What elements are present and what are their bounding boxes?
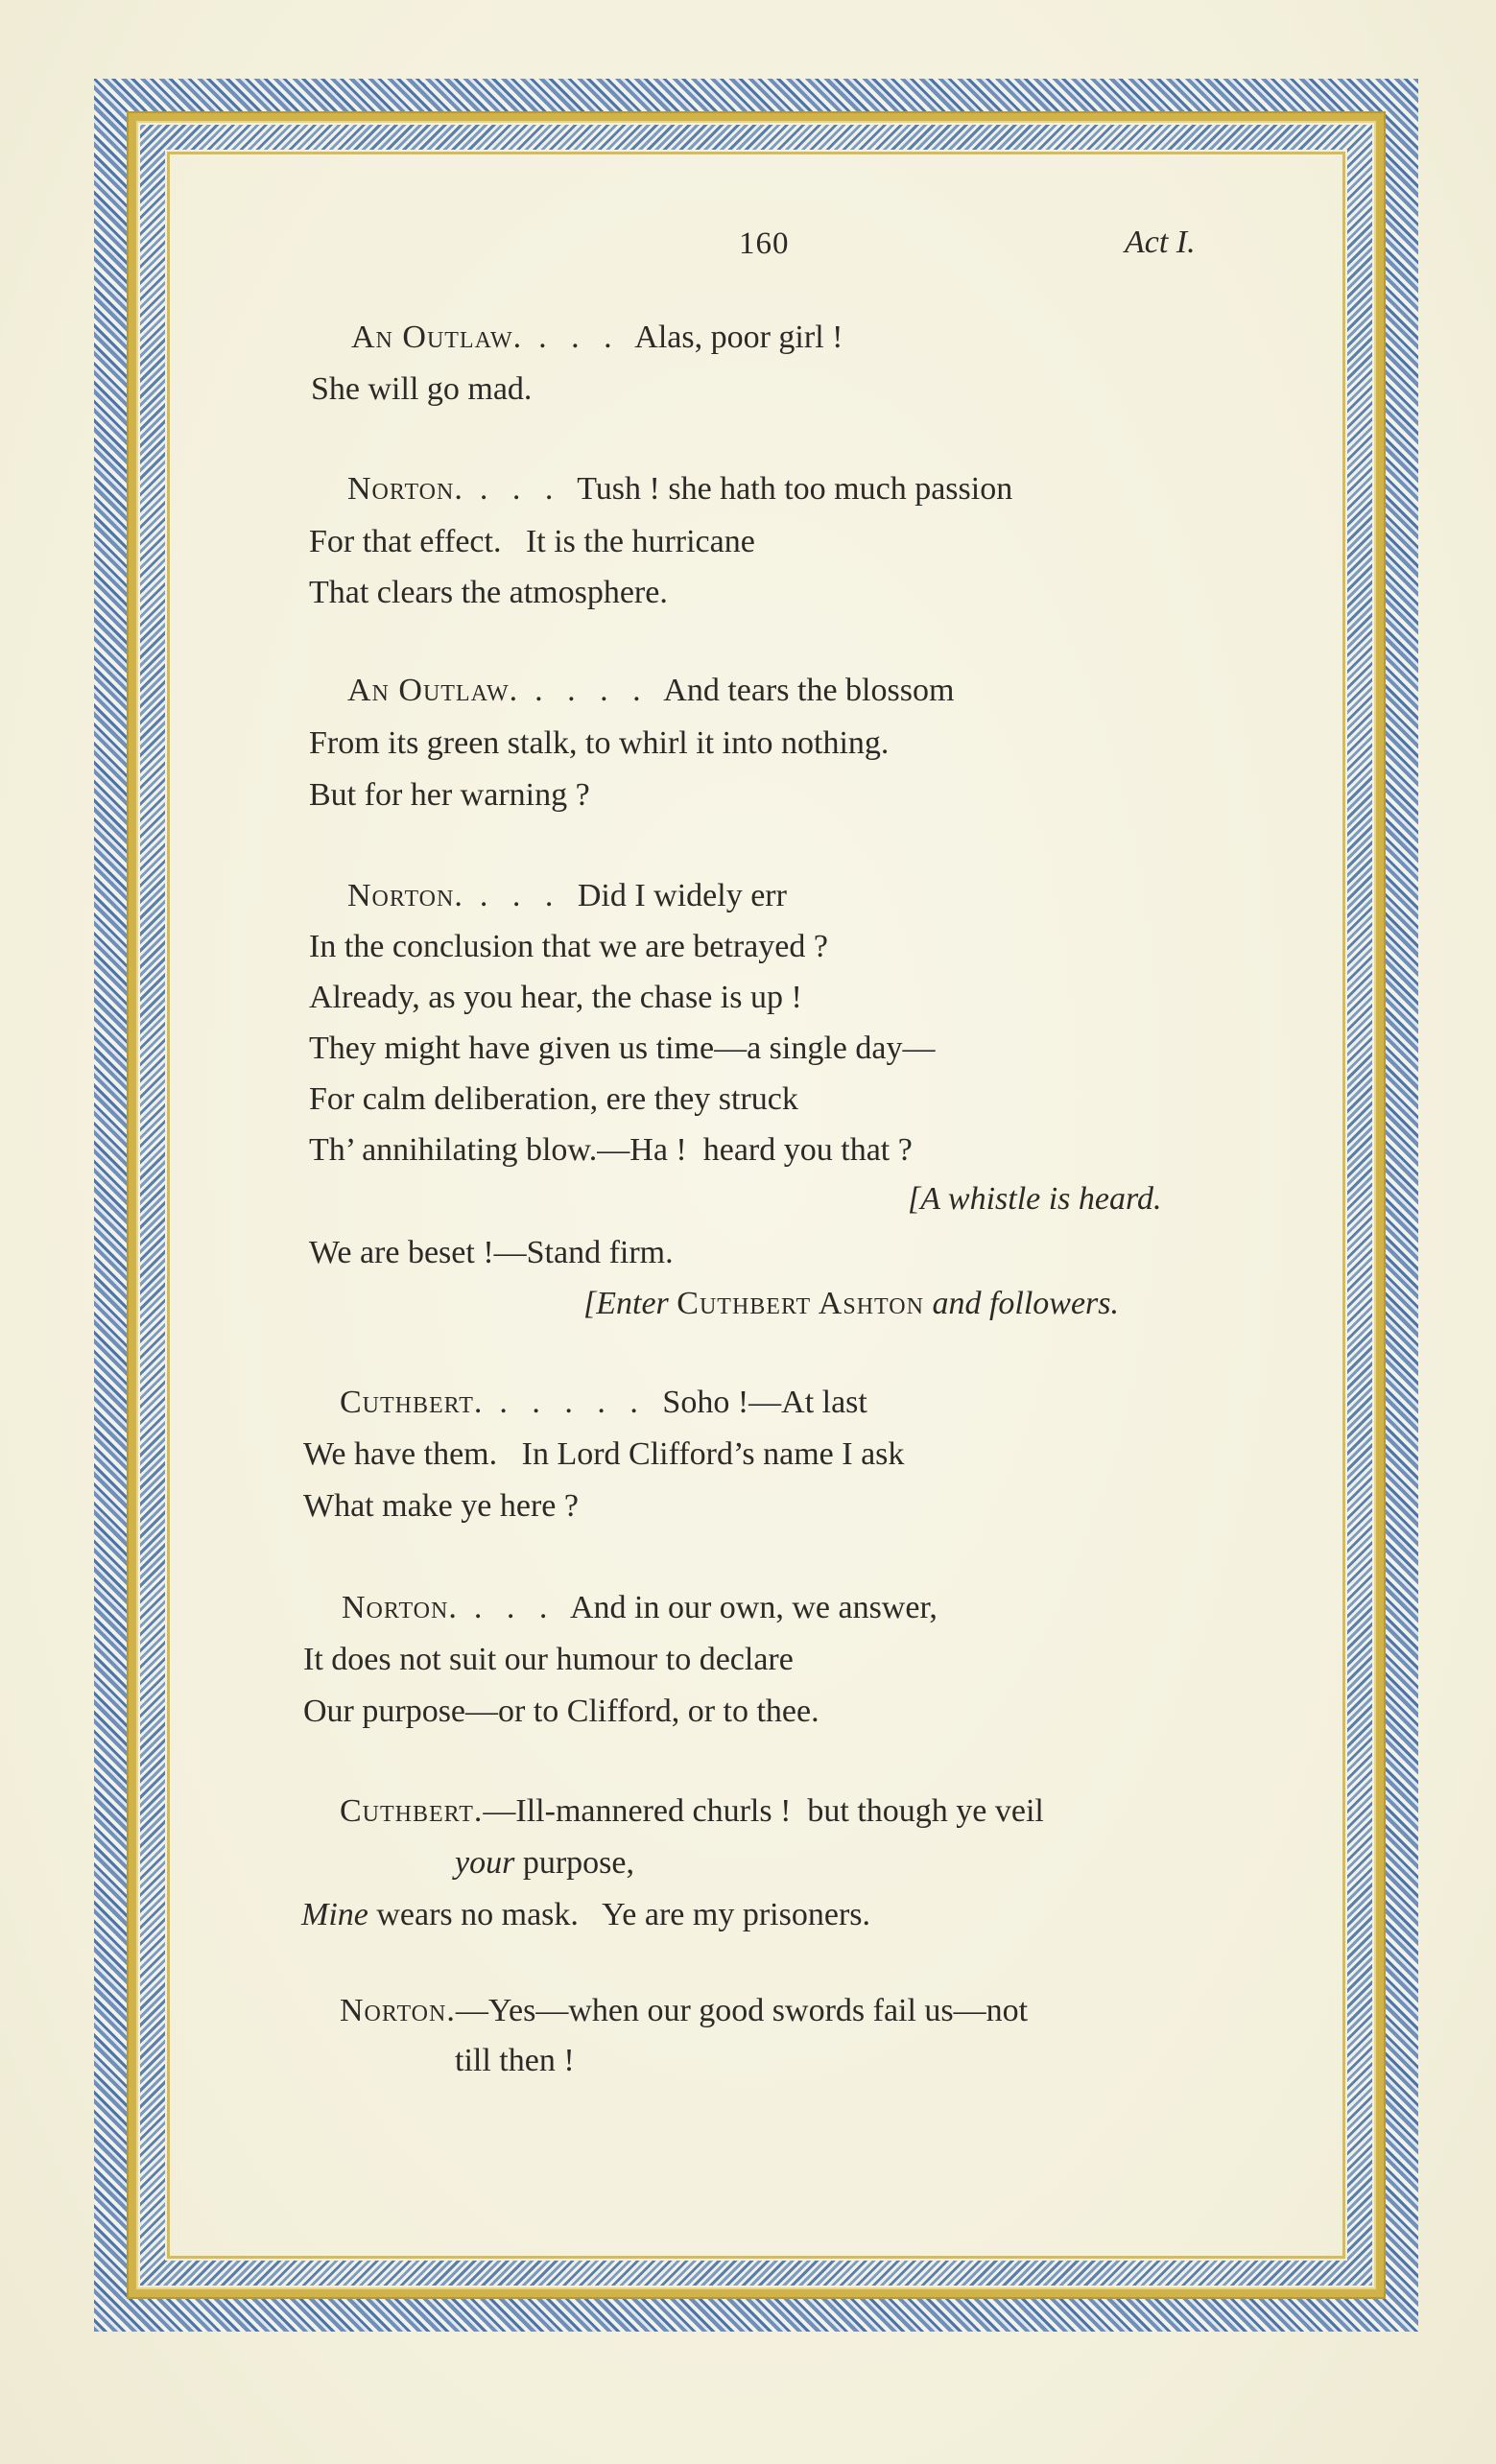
stage-direction-enter: [Enter <box>583 1286 669 1321</box>
verse-text: Soho !—At last <box>662 1385 867 1420</box>
verse-text: wears no mask. Ye are my prisoners. <box>368 1897 870 1932</box>
leader-dots: . . . <box>522 320 635 355</box>
emphasis-word: your <box>455 1845 515 1881</box>
verse-text: —Ill-mannered churls ! but though ye veil <box>483 1793 1044 1829</box>
verse-text: purpose, <box>514 1845 634 1881</box>
verse-line: They might have given us time—a single day— <box>309 1031 936 1066</box>
stage-direction <box>583 1285 1119 1323</box>
page-number: 160 <box>739 226 790 261</box>
verse-line: Our purpose—or to Clifford, or to thee. <box>303 1694 819 1729</box>
leader-dots: . . . . <box>518 673 664 708</box>
verse-text: And tears the blossom <box>663 673 955 708</box>
verse-line: Already, as you hear, the chase is up ! <box>309 980 802 1015</box>
speaker-name: Norton. <box>347 878 463 913</box>
verse-text: Tush ! she hath too much passion <box>577 471 1013 507</box>
verse-line: For calm deliberation, ere they struck <box>309 1081 798 1117</box>
verse-line: We are beset !—Stand firm. <box>309 1235 674 1270</box>
speech-line <box>340 1992 1028 2030</box>
verse-line: We have them. In Lord Clifford’s name I ask <box>303 1436 905 1472</box>
speaker-name: An Outlaw. <box>347 673 519 708</box>
speech-line <box>342 1589 938 1627</box>
verse-line: In the conclusion that we are betrayed ? <box>309 929 828 964</box>
verse-text: Did I widely err <box>577 878 787 913</box>
leader-dots: . . . . . <box>483 1385 663 1420</box>
speech-line <box>340 1792 1044 1831</box>
running-head: Act I. <box>1125 225 1196 260</box>
verse-line: That clears the atmosphere. <box>309 575 668 610</box>
speech-line <box>347 672 954 710</box>
verse-line: Th’ annihilating blow.—Ha ! heard you that ? <box>309 1132 913 1168</box>
leader-dots: . . . <box>463 471 578 507</box>
verse-line: For that effect. It is the hurricane <box>309 524 755 559</box>
verse-line: till then ! <box>455 2043 575 2078</box>
verse-text: Alas, poor girl ! <box>634 320 843 355</box>
verse-text: —Yes—when our good swords fail us—not <box>455 1993 1029 2028</box>
character-name: Cuthbert Ashton <box>677 1286 924 1321</box>
verse-line: She will go mad. <box>311 371 533 407</box>
speech-line <box>347 470 1012 509</box>
verse-text: And in our own, we answer, <box>569 1590 938 1625</box>
speaker-name: Cuthbert. <box>340 1385 484 1420</box>
speech-line <box>351 319 843 357</box>
verse-line: From its green stalk, to whirl it into nothing. <box>309 725 890 761</box>
verse-line: What make ye here ? <box>303 1488 579 1524</box>
verse-line: But for her warning ? <box>309 777 590 813</box>
speaker-name: An Outlaw. <box>351 320 523 355</box>
speaker-name: Norton. <box>340 1993 456 2028</box>
verse-line <box>301 1896 870 1934</box>
speaker-name: Norton. <box>347 471 463 507</box>
leader-dots: . . . <box>457 1590 570 1625</box>
page-header <box>0 226 1496 274</box>
stage-direction: [A whistle is heard. <box>908 1181 1162 1217</box>
gold-rule-inner <box>167 152 1345 2259</box>
verse-line <box>455 1844 634 1883</box>
speech-line <box>347 877 787 915</box>
speech-line <box>340 1384 867 1422</box>
leader-dots: . . . <box>463 878 578 913</box>
speaker-name: Cuthbert. <box>340 1793 484 1829</box>
speaker-name: Norton. <box>342 1590 458 1625</box>
verse-line: It does not suit our humour to declare <box>303 1642 794 1677</box>
stage-direction-rest: and followers. <box>932 1286 1120 1321</box>
emphasis-word: Mine <box>301 1897 368 1932</box>
